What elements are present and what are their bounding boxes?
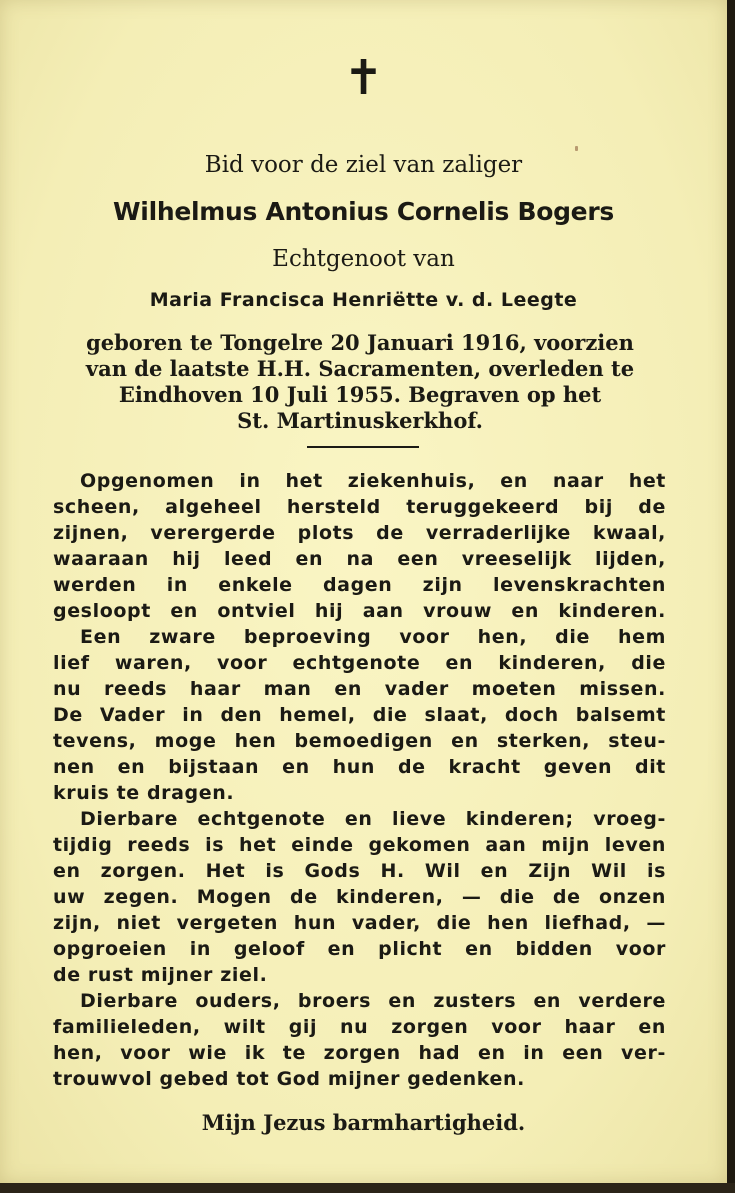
text-line: De Vader in den hemel, die slaat, doch balsemt [53, 704, 666, 726]
card-edge-shadow [727, 0, 735, 1193]
memorial-text [53, 468, 666, 1092]
text-line: trouwvol gebed tot God mijner gedenken. [53, 1068, 525, 1090]
text-line: lief waren, voor echtgenote en kinderen, die [53, 652, 666, 674]
paragraph-family-farewell [53, 806, 666, 988]
biography [50, 330, 670, 434]
text-line: Opgenomen in het ziekenhuis, en naar het [80, 470, 666, 492]
biography-line: Eindhoven 10 Juli 1955. Begraven op het [118, 382, 602, 407]
divider-rule [307, 446, 419, 448]
text-line: en zorgen. Het is Gods H. Wil en Zijn Wil is [53, 860, 666, 882]
biography-line: van de laatste H.H. Sacramenten, overleden te [85, 356, 635, 381]
text-line: tevens, moge hen bemoedigen en sterken, steu- [53, 730, 666, 752]
prayer-line: Bid voor de ziel van zaliger [204, 152, 523, 178]
text-line: nu reeds haar man en vader moeten missen. [53, 678, 666, 700]
text-line: opgroeien in geloof en plicht en bidden voor [53, 938, 666, 960]
cross-icon: ✝ [343, 50, 384, 106]
text-line: Een zware beproeving voor hen, die hem [80, 626, 666, 648]
text-line: werden in enkele dagen zijn levenskrachten [53, 574, 666, 596]
paragraph-trial [53, 624, 666, 806]
spouse-of-label: Echtgenoot van [272, 246, 455, 272]
text-line: zijn, niet vergeten hun vader, die hen liefhad, — [53, 912, 666, 934]
paragraph-illness [53, 468, 666, 624]
text-line: hen, voor wie ik te zorgen had en in een ver- [53, 1042, 666, 1064]
text-line: waaraan hij leed en na een vreeselijk lijden, [53, 548, 666, 570]
biography-line: geboren te Tongelre 20 Januari 1916, voorzien [86, 330, 634, 355]
text-line: gesloopt en ontviel hij aan vrouw en kinderen. [53, 600, 666, 622]
closing-prayer: Mijn Jezus barmhartigheid. [201, 1110, 526, 1135]
text-line: zijnen, verergerde plots de verraderlijke kwaal, [53, 522, 666, 544]
text-line: Dierbare ouders, broers en zusters en verdere [80, 990, 666, 1012]
paragraph-parents-farewell [53, 988, 666, 1092]
deceased-name: Wilhelmus Antonius Cornelis Bogers [113, 197, 614, 226]
text-line: kruis te dragen. [53, 782, 235, 804]
biography-line: St. Martinuskerkhof. [237, 408, 483, 433]
text-line: Dierbare echtgenote en lieve kinderen; vroeg- [80, 808, 666, 830]
text-line: scheen, algeheel hersteld teruggekeerd bij de [53, 496, 666, 518]
spouse-name: Maria Francisca Henriëtte v. d. Leegte [149, 289, 578, 311]
text-line: tijdig reeds is het einde gekomen aan mijn leven [53, 834, 666, 856]
text-line: nen en bijstaan en hun de kracht geven dit [53, 756, 666, 778]
card-bottom-shadow [0, 1183, 735, 1193]
text-line: uw zegen. Mogen de kinderen, — die de onzen [53, 886, 666, 908]
text-line: de rust mijner ziel. [53, 964, 268, 986]
text-line: familieleden, wilt gij nu zorgen voor haar en [53, 1016, 666, 1038]
